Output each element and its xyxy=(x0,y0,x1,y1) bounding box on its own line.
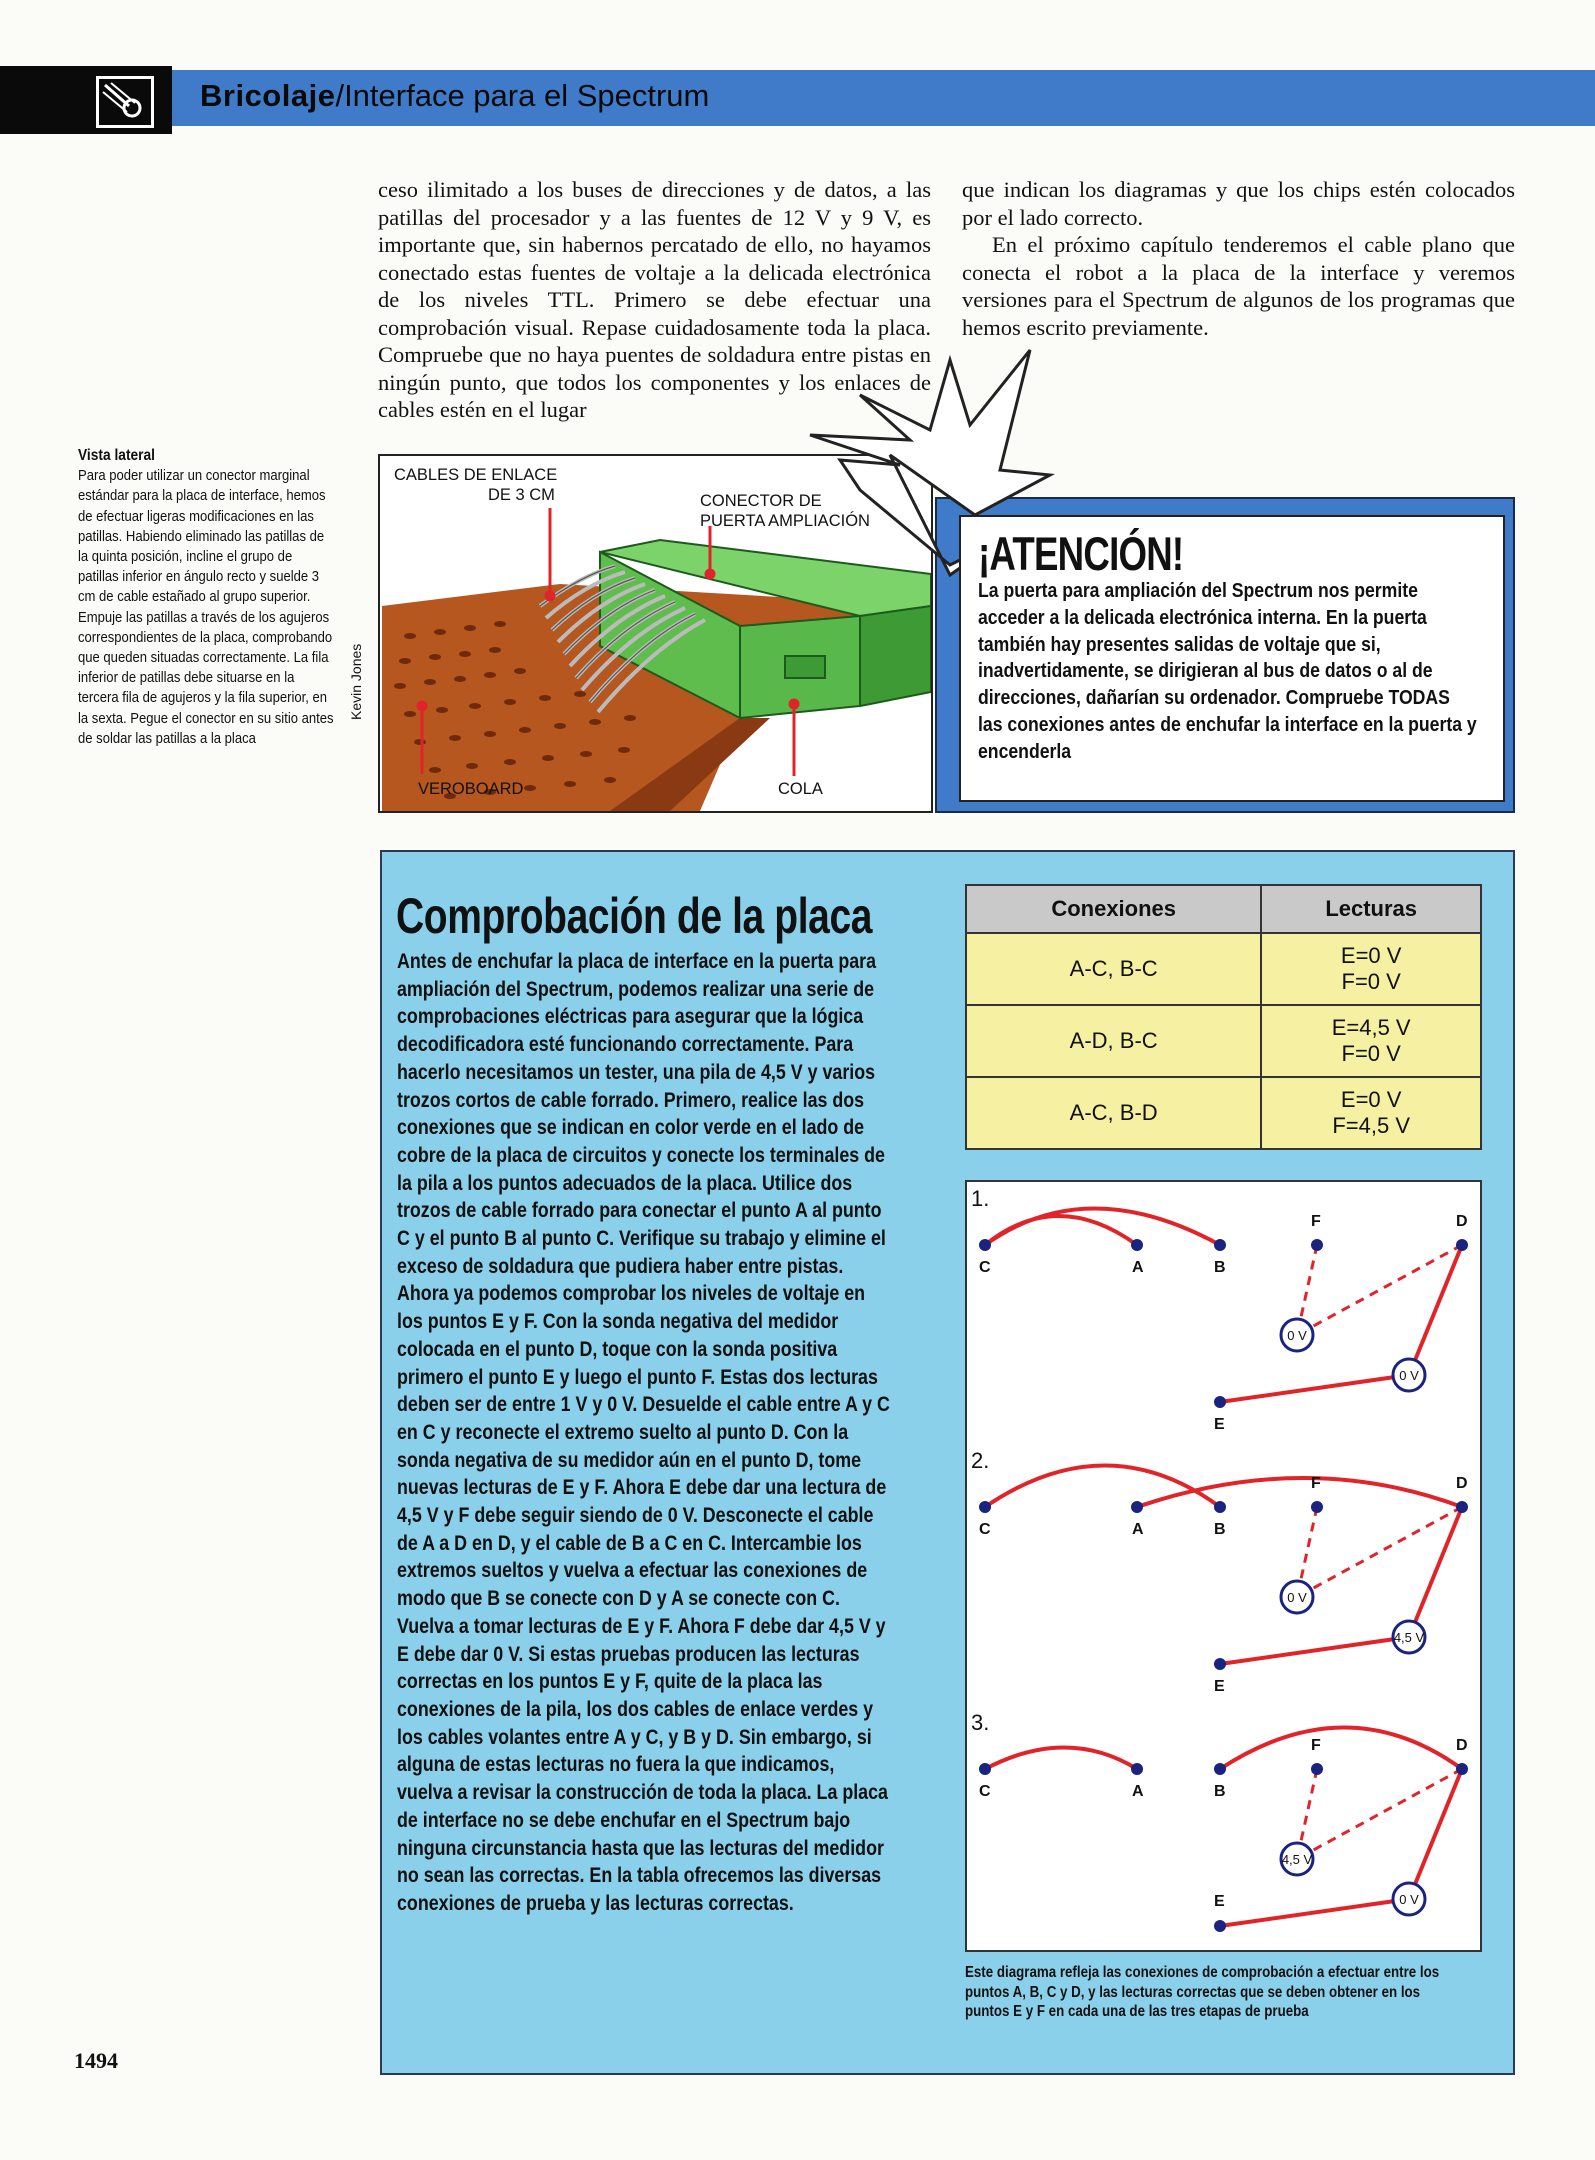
label-cables: CABLES DE ENLACE xyxy=(394,466,558,484)
point-d: D xyxy=(1456,1213,1468,1230)
illustration-credit: Kevin Jones xyxy=(348,643,364,720)
intro-paragraph: ceso ilimitado a los buses de direcciones y de datos, a las patillas del procesador y a las fuentes de 12 V y 9 V, es importante que, sin habernos percatado de ello, no hayamos conectado estas fuentes de voltaje a la delicada electrónica de los niveles TTL. Primero se debe efectuar una comprobación visual. Repase cuidadosamente toda la placa. Compruebe que no haya puentes de soldadura entre pistas en ningún punto, que todos los componentes y los enlaces de cables estén en el lugar xyxy=(378,177,931,422)
step-label: 3. xyxy=(971,1710,990,1735)
point-f: F xyxy=(1311,1737,1321,1754)
table-cell-connections: A-C, B-D xyxy=(966,1077,1261,1149)
section-icon xyxy=(96,76,154,128)
robot-arm-icon xyxy=(99,79,151,125)
point-f: F xyxy=(1311,1475,1321,1492)
table-row xyxy=(966,1077,1481,1149)
point-d: D xyxy=(1456,1737,1468,1754)
diagram-step-1 xyxy=(971,1186,1468,1433)
point-e: E xyxy=(1214,1678,1225,1695)
table-cell-connections: A-C, B-C xyxy=(966,933,1261,1005)
intro-paragraph: En el próximo capítulo tenderemos el cable plano que conecta el robot a la placa de la interface y veremos versiones para el Spectrum de algunos de los programas que hemos escrito previamente. xyxy=(962,232,1515,340)
table-header-connections: Conexiones xyxy=(966,885,1261,933)
check-title: Comprobación de la placa xyxy=(396,888,873,944)
point-c: C xyxy=(979,1259,991,1276)
step-label: 2. xyxy=(971,1448,990,1473)
label-cables-size: DE 3 CM xyxy=(488,486,555,504)
label-veroboard: VEROBOARD xyxy=(418,780,524,798)
point-b: B xyxy=(1214,1259,1226,1276)
point-c: C xyxy=(979,1783,991,1800)
side-caption xyxy=(78,446,336,749)
label-cola: COLA xyxy=(778,780,823,798)
step-label: 1. xyxy=(971,1186,990,1211)
intro-column-2 xyxy=(962,176,1515,341)
diagram-step-3 xyxy=(971,1710,1468,1932)
table-cell-connections: A-D, B-C xyxy=(966,1005,1261,1077)
point-e: E xyxy=(1214,1416,1225,1433)
reading-f-value: 0 V xyxy=(1287,1328,1307,1343)
point-e: E xyxy=(1214,1893,1225,1910)
point-b: B xyxy=(1214,1521,1226,1538)
check-body: Antes de enchufar la placa de interface en la puerta para ampliación del Spectrum, podemos realizar una serie de comprobaciones eléctricas para asegurar que la lógica decodificadora esté funcionando correctamente. Para hacerlo necesitamos un tester, una pila de 4,5 V y varios trozos cortos de cable forrado. Primero, realice las dos conexiones que se indican en color verde en el lado de cobre de la placa de circuitos y conecte los terminales de la pila a los puntos adecuados de la placa. Utilice dos trozos de cable forrado para conectar el punto A al punto C y el punto B al punto C. Verifique su trabajo y elimine el exceso de soldadura que pudiera haber entre pistas. Ahora ya podemos comprobar los niveles de voltaje en los puntos E y F. Con la sonda negativa del medidor colocada en el punto D, toque con la sonda positiva primero el punto E y luego el punto F. Estas dos lecturas deben ser de entre 1 V y 0 V. Desuelde el cable entre A y C en C y reconecte el extremo suelto al punto D. Con la sonda negativa de su medidor aún en el punto D, tome nuevas lecturas de E y F. Ahora E debe dar una lectura de 4,5 V y F debe seguir siendo de 0 V. Desconecte el cable de A a D en D, y el cable de B a C en C. Intercambie los extremos sueltos y vuelva a efectuar las conexiones de modo que B se conecte con D y A se conecte con C. Vuelva a tomar lecturas de E y F. Ahora F debe dar 4,5 V y E debe dar 0 V. Si estas pruebas producen las lecturas correctas en los puntos E y F, quite de la placa las conexiones de la pila, los dos cables de enlace verdes y los cables volantes entre A y C, y B y D. Sin embargo, si alguna de estas lecturas no fuera la que indicamos, vuelva a revisar la construcción de toda la placa. La placa de interface no se debe enchufar en el Spectrum bajo ninguna circunstancia hasta que las lecturas del medidor no sean las correctas. En la tabla ofrecemos las diversas conexiones de prueba y las lecturas correctas. xyxy=(397,949,890,1915)
reading-e: E=0 V xyxy=(1340,943,1402,968)
page-title xyxy=(200,78,709,114)
side-caption-text: Para poder utilizar un conector marginal estándar para la placa de interface, hemos de efectuar ligeras modificaciones en las patillas. Habiendo eliminado las patillas de la quinta posición, incline el grupo de patillas inferior en ángulo recto y suelde 3 cm de cable estañado al grupo superior. Empuje las patillas a través de los agujeros correspondientes de la placa, comprobando que queden situadas correctamente. La fila inferior de patillas debe situarse en la tercera fila de agujeros y la fila superior, en la sexta. Pegue el conector en su sitio antes de soldar las patillas a la placa xyxy=(78,467,334,747)
article-title: /Interface para el Spectrum xyxy=(335,78,710,113)
test-diagram-svg xyxy=(967,1182,1480,1950)
reading-f: F=0 V xyxy=(1341,969,1401,994)
point-a: A xyxy=(1132,1783,1144,1800)
test-diagram xyxy=(965,1180,1482,1952)
diagram-caption: Este diagrama refleja las conexiones de comprobación a efectuar entre los puntos A, B, C y D, y las lecturas correctas que se deben obtener en los puntos E y F en cada una de las tres etapas de prueba xyxy=(965,1964,1440,2020)
table-header-row xyxy=(966,885,1481,933)
reading-f: F=0 V xyxy=(1341,1041,1401,1066)
diagram-step-2 xyxy=(971,1448,1468,1695)
reading-f-value: 4,5 V xyxy=(1281,1852,1313,1867)
point-a: A xyxy=(1132,1521,1144,1538)
warning-text: La puerta para ampliación del Spectrum nos permite acceder a la delicada electrónica interna. En la puerta también hay presentes salidas de voltaje que si, inadvertidamente, se dirigieran al bus de datos o al de direcciones, dañarían su ordenador. Compruebe TODAS las conexiones antes de enchufar la interface en la puerta y encenderla xyxy=(978,579,1477,763)
point-c: C xyxy=(979,1521,991,1538)
page-number: 1494 xyxy=(74,2048,118,2073)
label-connector-port: PUERTA AMPLIACIÓN xyxy=(700,512,870,530)
side-caption-title: Vista lateral xyxy=(78,447,156,464)
table-row xyxy=(966,1005,1481,1077)
point-b: B xyxy=(1214,1783,1226,1800)
reading-f: F=4,5 V xyxy=(1332,1113,1410,1138)
reading-e: E=4,5 V xyxy=(1331,1015,1411,1040)
point-d: D xyxy=(1456,1475,1468,1492)
section-name: Bricolaje xyxy=(200,78,336,113)
reading-f-value: 0 V xyxy=(1287,1590,1307,1605)
reading-e-value: 0 V xyxy=(1399,1368,1419,1383)
reading-e-value: 4,5 V xyxy=(1393,1630,1425,1645)
label-connector: CONECTOR DE xyxy=(700,492,822,510)
reading-e: E=0 V xyxy=(1340,1087,1402,1112)
table-cell-readings xyxy=(1261,1077,1481,1149)
intro-paragraph: que indican los diagramas y que los chips estén colocados por el lado correcto. xyxy=(962,177,1515,230)
point-a: A xyxy=(1132,1259,1144,1276)
readings-table xyxy=(965,884,1482,1150)
warning-title: ¡ATENCIÓN! xyxy=(978,527,1184,580)
reading-e-value: 0 V xyxy=(1399,1892,1419,1907)
table-row xyxy=(966,933,1481,1005)
point-f: F xyxy=(1311,1213,1321,1230)
table-cell-readings xyxy=(1261,1005,1481,1077)
table-header-readings: Lecturas xyxy=(1261,885,1481,933)
table-cell-readings xyxy=(1261,933,1481,1005)
